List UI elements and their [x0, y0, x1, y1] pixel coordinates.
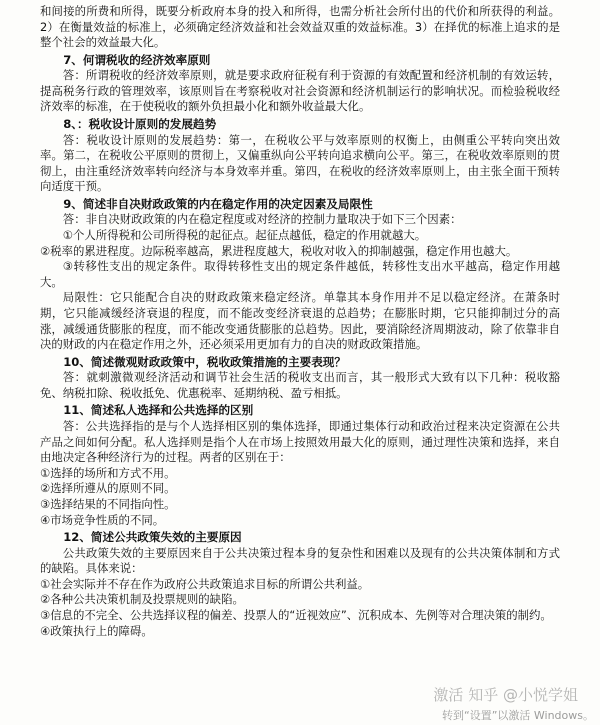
- zhihu-watermark: [433, 684, 578, 705]
- body-paragraph: ②各种公共决策机制及投票规则的缺陷。: [40, 592, 244, 607]
- body-paragraph: ③信息的不完全、公共选择议程的偏差、投票人的“近视效应”、沉积成本、先例等对合理决策的制约。: [40, 608, 552, 622]
- body-paragraph: ④市场竞争性质的不同。: [40, 512, 165, 527]
- body-paragraph: ①社会实际并不存在作为政府公共政策追求目标的所谓公共利益。: [40, 576, 370, 591]
- body-paragraph: 答：就刺激微观经济活动和调节社会生活的税收支出而言，其一般形式大致有以下几种：税收豁免、纳税扣除、税收抵免、优惠税率、延期纳税、盈亏相抵。: [40, 370, 560, 400]
- windows-activation-notice: 转到“设置”以激活 Windows。: [442, 709, 594, 722]
- body-paragraph: 和间接的所费和所得，既要分析政府本身的投入和所得，也需分析社会所付出的代价和所获得的利益。2）在衡量效益的标准上，必须确定经济效益和社会效益双重的效益标准。3）在择优的标准上追求的是整个社会的效益最大化。: [40, 4, 560, 50]
- body-paragraph: ①个人所得税和公司所得税的起征点。起征点越低，稳定的作用就越大。: [62, 228, 427, 243]
- watermark-text: 知乎 @小悦学姐: [468, 686, 578, 704]
- question-heading: 12、简述公共政策失效的主要原因: [63, 530, 242, 545]
- body-paragraph: 公共政策失效的主要原因来自于公共决策过程本身的复杂性和困难以及现有的公共决策体制和方式的缺陷。具体来说：: [40, 545, 560, 576]
- question-heading: 10、简述微观财政政策中，税收政策措施的主要表现？: [63, 354, 346, 369]
- body-paragraph: ①选择的场所和方式不用。: [40, 465, 176, 480]
- body-paragraph: ③转移性支出的规定条件。取得转移性支出的规定条件越低，转移性支出水平越高，稳定作用越大。: [40, 259, 560, 289]
- document-page: [40, 4, 560, 639]
- body-paragraph: ②税率的累进程度。边际税率越高，累进程度越大，税收对收入的抑制越强，稳定作用也越大。: [40, 243, 518, 258]
- body-paragraph: 答：所谓税收的经济效率原则，就是要求政府征税有利于资源的有效配置和经济机制的有效运转，提高税务行政的管理效率，该原则旨在考察税收对社会资源和经济机制运行的影响状况。而检验税收经济效率的标准，在于使税收的额外负担最小化和额外收益最大化。: [40, 68, 560, 114]
- body-paragraph: ②选择所遵从的原则不同。: [40, 481, 176, 496]
- question-heading: 7、何谓税收的经济效率原则: [63, 52, 211, 67]
- activation-prefix: 激活: [433, 686, 464, 704]
- body-paragraph: 答：税收设计原则的发展趋势：第一，在税收公平与效率原则的权衡上，由侧重公平转向突出效率。第二，在税收公平原则的贯彻上，又偏重纵向公平转向追求横向公平。第三，在税收效率原则的贯彻上，由注重经济效率转向经济与本身效率并重。第四，在税收的经济效率原则上，由主张全面干预转向适度干预。: [40, 132, 560, 194]
- body-paragraph: ④政策执行上的障碍。: [40, 623, 153, 638]
- body-paragraph: 局限性：它只能配合自决的财政政策来稳定经济。单靠其本身作用并不足以稳定经济。在萧条时期，它只能减缓经济衰退的程度，而不能改变经济衰退的总趋势；在膨胀时期，它只能抑制过分的高涨，减缓通货膨胀的程度，而不能改变通货膨胀的总趋势。因此，要消除经济周期波动，除了依靠非自决的财政的内在稳定作用之外，还必须采用更加有力的自决的财政政策措施。: [40, 290, 560, 352]
- question-heading: 11、简述私人选择和公共选择的区别: [63, 403, 254, 418]
- body-paragraph: 答：公共选择指的是与个人选择相区别的集体选择，即通过集体行动和政治过程来决定资源在公共产品之间如何分配。私人选择则是指个人在市场上按照效用最大化的原则，通过理性决策和选择，来自由地决定各种经济行为的过程。两者的区别在于：: [40, 418, 560, 465]
- question-heading: 8、：税收设计原则的发展趋势: [63, 117, 217, 132]
- body-paragraph: ③选择结果的不同指向性。: [40, 496, 176, 511]
- body-paragraph: 答：非自决财政政策的内在稳定程度或对经济的控制力量取决于如下三个因素：: [62, 212, 462, 227]
- question-heading: 9、简述非自决财政政策的内在稳定作用的决定因素及局限性: [63, 196, 373, 211]
